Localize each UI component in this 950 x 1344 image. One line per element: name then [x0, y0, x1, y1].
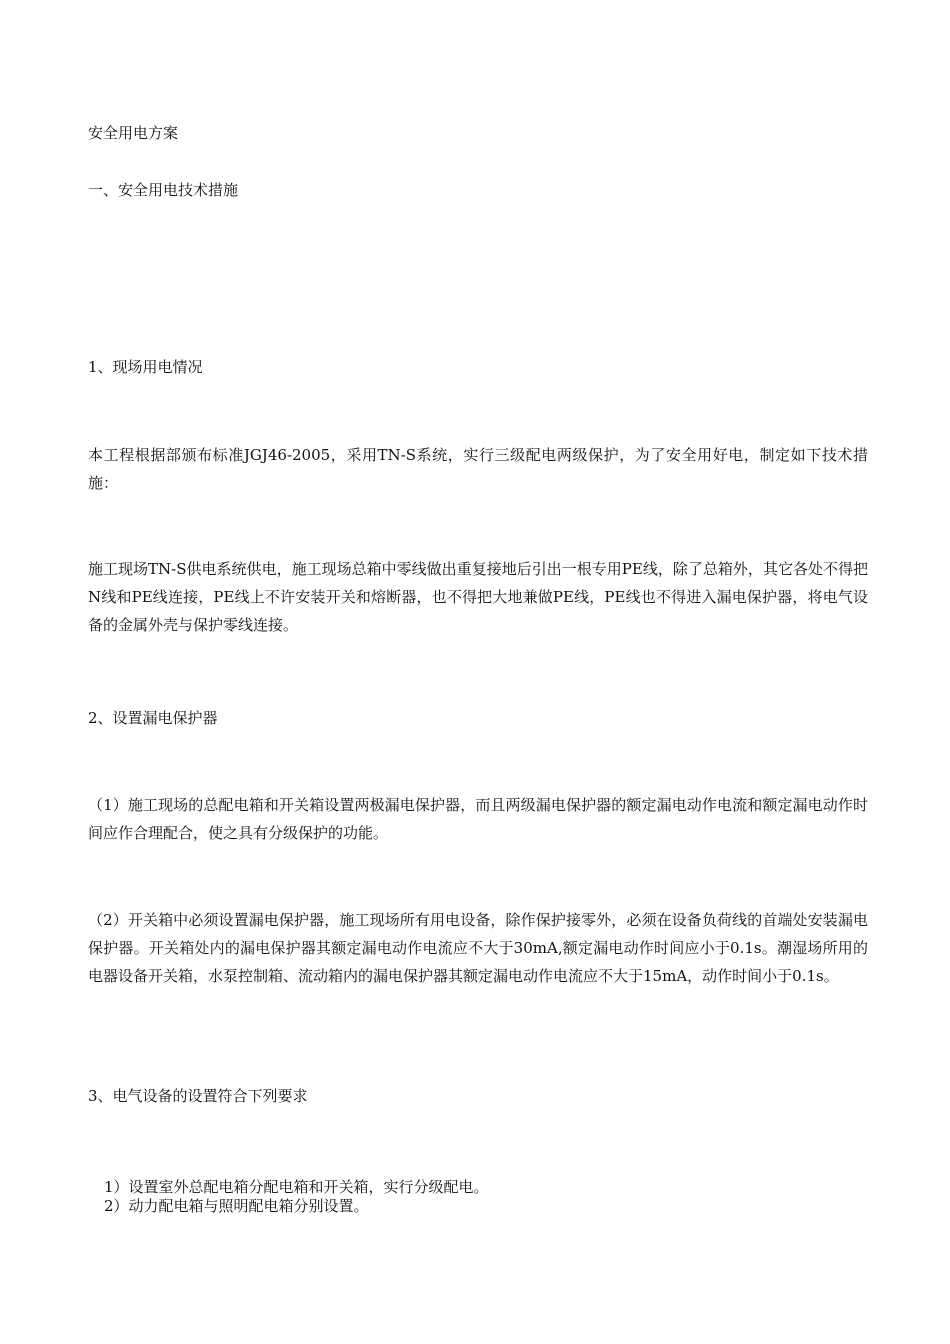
list-item: 2）动力配电箱与照明配电箱分别设置。: [104, 1197, 369, 1215]
paragraph-tns-system: 施工现场TN-S供电系统供电，施工现场总箱中零线做出重复接地后引出一根专用PE线，除了总箱外，其它各处不得把N线和PE线连接，PE线上不许安装开关和熔断器，也不得把大地兼做PE线，PE线也不得进入漏电保护器，将电气设备的金属外壳与保护零线连接。: [88, 560, 868, 634]
subsection-heading-3: 3、电气设备的设置符合下列要求: [88, 1087, 308, 1105]
list-item: 1）设置室外总配电箱分配电箱和开关箱，实行分级配电。: [104, 1178, 489, 1196]
paragraph-leakage-1: （1）施工现场的总配电箱和开关箱设置两极漏电保护器，而且两级漏电保护器的额定漏电动作电流和额定漏电动作时间应作合理配合，使之具有分级保护的功能。: [88, 796, 868, 842]
subsection-heading-1: 1、现场用电情况: [88, 358, 203, 376]
document-title: 安全用电方案: [88, 124, 179, 142]
subsection-heading-2: 2、设置漏电保护器: [88, 709, 218, 727]
section-heading-1: 一、安全用电技术措施: [88, 181, 239, 199]
paragraph-standard: 本工程根据部颁布标准JGJ46-2005，采用TN-S系统，实行三级配电两级保护，为了安全用好电，制定如下技术措施：: [88, 446, 868, 492]
paragraph-leakage-2: （2）开关箱中必须设置漏电保护器，施工现场所有用电设备，除作保护接零外，必须在设备负荷线的首端处安装漏电保护器。开关箱处内的漏电保护器其额定漏电动作电流应不大于30mA,额定漏电动作时间应小于0.1s。潮湿场所用的电器设备开关箱，水泵控制箱、流动箱内的漏电保护器其额定漏电动作电流应不大于15mA，动作时间小于0.1s。: [88, 911, 868, 985]
